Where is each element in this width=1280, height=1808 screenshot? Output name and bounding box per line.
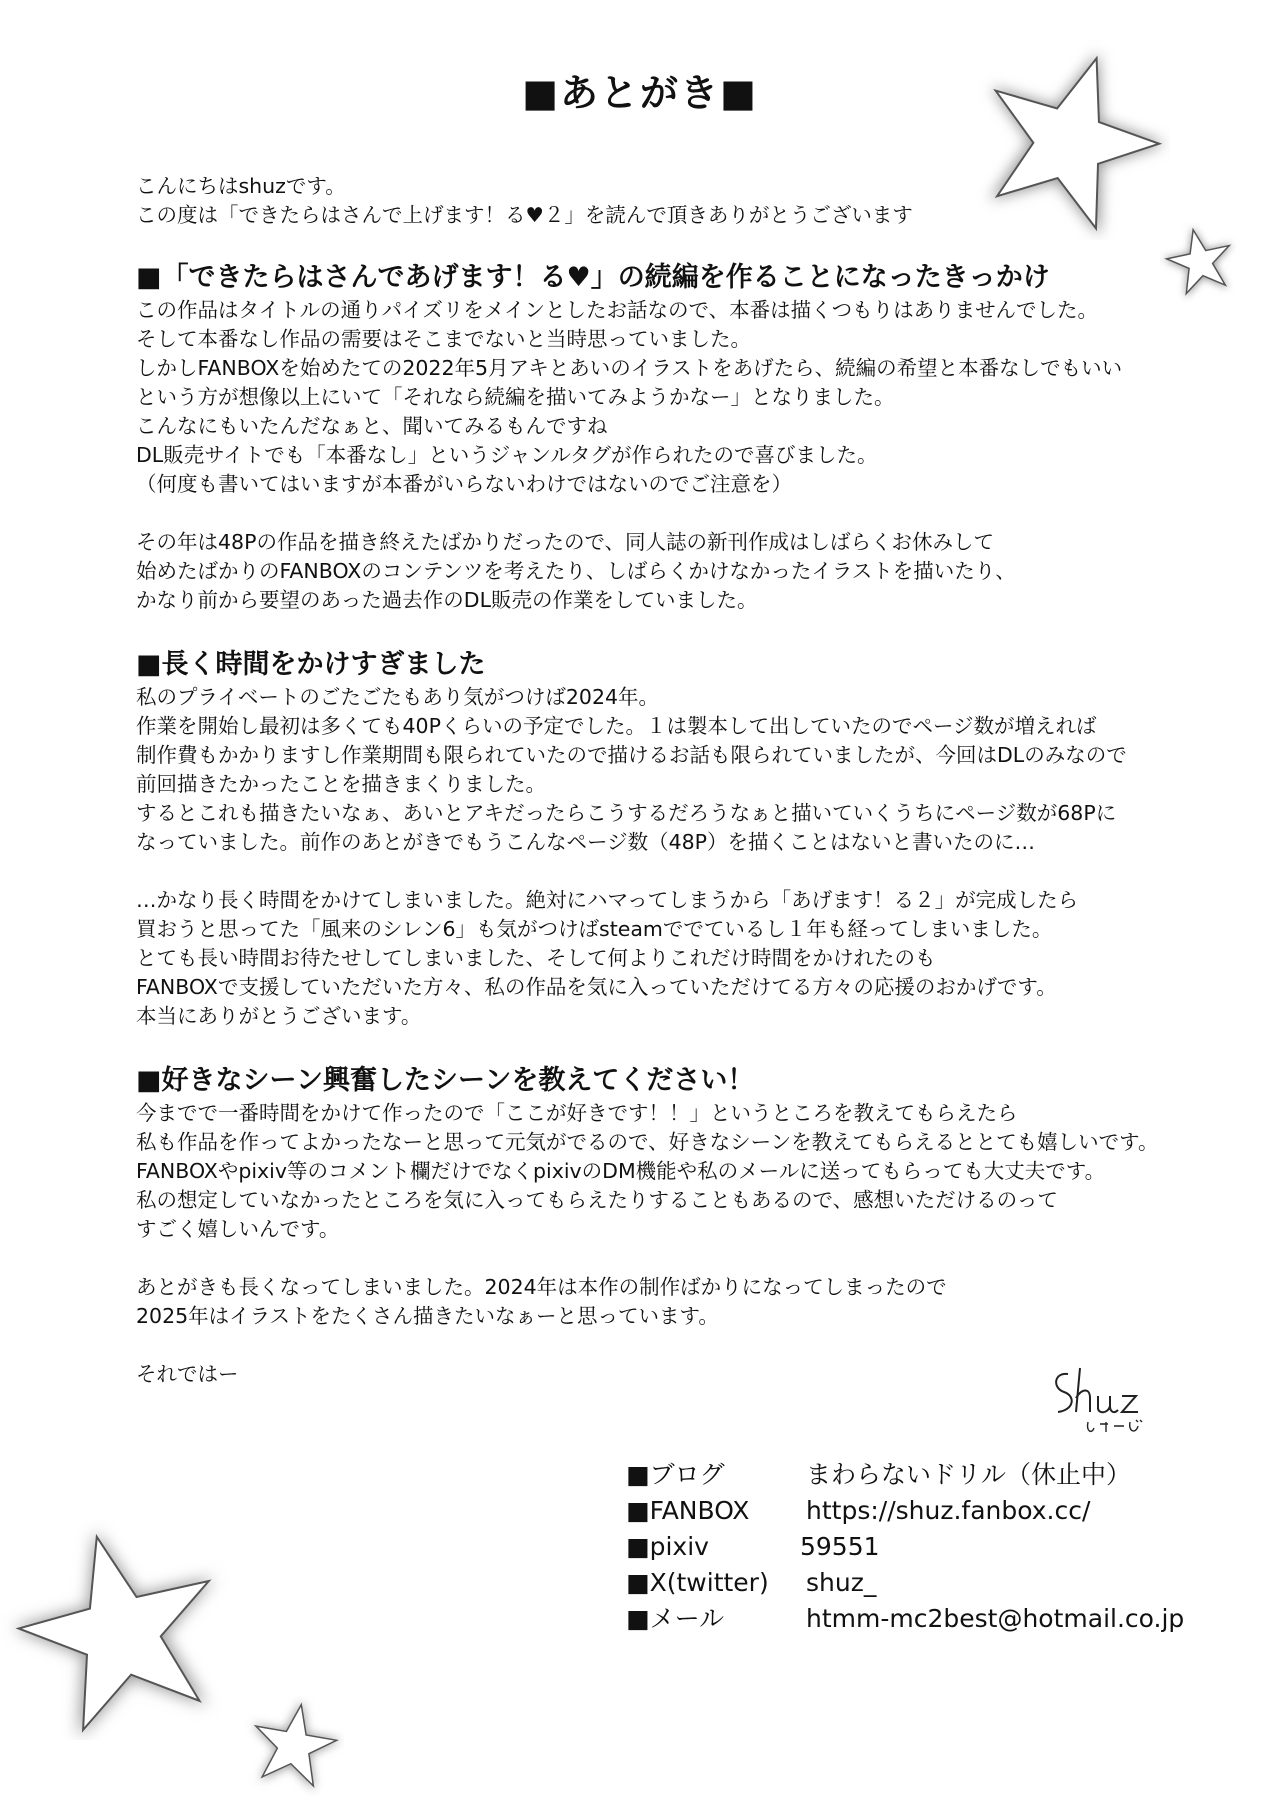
info-value-fanbox-url[interactable]: https://shuz.fanbox.cc/ — [806, 1496, 1091, 1525]
body-line: 本当にありがとうございます。 — [136, 1004, 422, 1028]
body-line: 買おうと思ってた「風来のシレン6」も気がつけばsteamででているし１年も経ってしまいました。 — [136, 917, 1053, 941]
info-label: ■pixiv — [626, 1532, 709, 1561]
star-decoration-small-bottom-icon — [244, 1696, 344, 1796]
body-line: 前回描きたかったことを描きまくりました。 — [136, 772, 546, 796]
info-row-fanbox — [626, 1494, 1186, 1528]
body-line: 作業を開始し最初は多くても40Pくらいの予定でした。１は製本して出していたのでページ数が増えれば — [136, 714, 1097, 738]
body-line: 制作費もかかりますし作業期間も限られていたので描けるお話も限られていましたが、今回はDLのみなので — [136, 743, 1127, 767]
info-label: ■メール — [626, 1604, 725, 1633]
greeting-line: こんにちはshuzです。 — [136, 174, 346, 198]
body-line: 私も作品を作ってよかったなーと思って元気がでるので、好きなシーンを教えてもらえるととても嬉しいです。 — [136, 1130, 1159, 1154]
info-label: ■FANBOX — [626, 1496, 750, 1525]
body-line: 私のプライベートのごたごたもあり気がつけば2024年。 — [136, 685, 660, 709]
body-line: あとがきも長くなってしまいました。2024年は本作の制作ばかりになってしまったので — [136, 1275, 947, 1299]
body-line: すごく嬉しいんです。 — [136, 1217, 340, 1241]
body-line: 始めたばかりのFANBOXのコンテンツを考えたり、しばらくかけなかったイラストを描いたり、 — [136, 559, 1016, 583]
body-line: DL販売サイトでも「本番なし」というジャンルタグが作られたので喜びました。 — [136, 443, 878, 467]
closing-line: それではー — [136, 1362, 239, 1386]
info-label: ■X(twitter) — [626, 1568, 769, 1597]
info-row-blog — [626, 1458, 1186, 1492]
page-title: ■あとがき■ — [522, 71, 758, 115]
body-line: こんなにもいたんだなぁと、聞いてみるもんですね — [136, 414, 608, 438]
body-line: FANBOXで支援していただいた方々、私の作品を気に入っていただけてる方々の応援のおかげです。 — [136, 975, 1057, 999]
info-row-pixiv — [626, 1530, 1186, 1564]
info-row-twitter — [626, 1566, 1186, 1600]
info-value-pixiv-id: 59551 — [800, 1532, 880, 1561]
info-row-email — [626, 1602, 1186, 1636]
body-line: 私の想定していなかったところを気に入ってもらえたりすることもあるので、感想いただけるのって — [136, 1188, 1058, 1212]
body-line: 今までで一番時間をかけて作ったので「ここが好きです！！」というところを教えてもらえたら — [136, 1101, 1018, 1125]
star-decoration-large-bottom-left-icon — [0, 1520, 240, 1740]
body-line: その年は48Pの作品を描き終えたばかりだったので、同人誌の新刊作成はしばらくお休みして — [136, 530, 995, 554]
info-label: ■ブログ — [626, 1460, 725, 1489]
handwritten-signature — [1048, 1362, 1168, 1442]
body-line: かなり前から要望のあった過去作のDL販売の作業をしていました。 — [136, 588, 758, 612]
star-decoration-small-right-icon — [1160, 222, 1240, 302]
info-value-twitter-handle: shuz_ — [806, 1568, 877, 1597]
body-line: FANBOXやpixiv等のコメント欄だけでなくpixivのDM機能や私のメールに送ってもらっても大丈夫です。 — [136, 1159, 1106, 1183]
body-line: という方が想像以上にいて「それなら続編を描いてみようかなー」となりました。 — [136, 385, 895, 409]
section-heading: ■長く時間をかけすぎました — [136, 649, 486, 680]
body-line: しかしFANBOXを始めたての2022年5月アキとあいのイラストをあげたら、続編の希望と本番なしでもいい — [136, 356, 1123, 380]
body-line: なっていました。前作のあとがきでもうこんなページ数（48P）を描くことはないと書いたのに… — [136, 830, 1036, 854]
greeting-line: この度は「できたらはさんで上げます！る♥２」を読んで頂きありがとうございます — [136, 203, 913, 227]
info-value-email[interactable]: htmm-mc2best@hotmail.co.jp — [806, 1604, 1185, 1633]
body-line: とても長い時間お待たせしてしまいました、そして何よりこれだけ時間をかけれたのも — [136, 946, 936, 970]
body-line: （何度も書いてはいますが本番がいらないわけではないのでご注意を） — [136, 472, 792, 496]
body-line: するとこれも描きたいなぁ、あいとアキだったらこうするだろうなぁと描いていくうちにページ数が68Pに — [136, 801, 1117, 825]
body-line: そして本番なし作品の需要はそこまでないと当時思っていました。 — [136, 327, 751, 351]
body-line: この作品はタイトルの通りパイズリをメインとしたお話なので、本番は描くつもりはありませんでした。 — [136, 298, 1099, 322]
section-heading: ■好きなシーン興奮したシーンを教えてください！ — [136, 1065, 755, 1096]
body-line: …かなり長く時間をかけてしまいました。絶対にハマってしまうから「あげます！る２」が完成したら — [136, 888, 1079, 912]
section-heading: ■「できたらはさんであげます！る♥」の続編を作ることになったきっかけ — [136, 262, 1050, 293]
body-line: 2025年はイラストをたくさん描きたいなぁーと思っています。 — [136, 1304, 719, 1328]
info-value-blog: まわらないドリル（休止中） — [806, 1460, 1132, 1489]
